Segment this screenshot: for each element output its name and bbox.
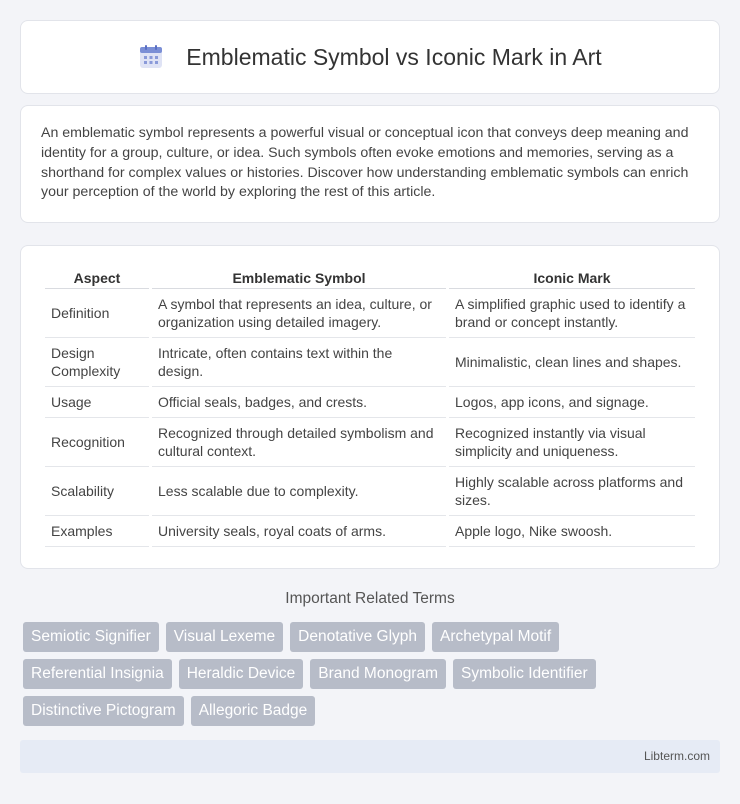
table-row xyxy=(45,338,695,387)
table-cell: Intricate, often contains text within the design. xyxy=(152,338,446,387)
column-header-aspect: Aspect xyxy=(45,266,149,289)
table-cell: University seals, royal coats of arms. xyxy=(152,516,446,547)
table-cell: Usage xyxy=(45,387,149,418)
tag-link[interactable]: Symbolic Identifier xyxy=(453,659,596,689)
page-title: Emblematic Symbol vs Iconic Mark in Art xyxy=(186,43,602,70)
table-cell: A symbol that represents an idea, culture, or organization using detailed imagery. xyxy=(152,289,446,338)
table-cell: Scalability xyxy=(45,467,149,516)
table-cell: Examples xyxy=(45,516,149,547)
related-terms-tags xyxy=(23,622,723,733)
tag-link[interactable]: Semiotic Signifier xyxy=(23,622,159,652)
table-cell: Recognized instantly via visual simplicity and uniqueness. xyxy=(449,418,695,467)
related-terms-title: Important Related Terms xyxy=(285,590,455,607)
tag-link[interactable]: Archetypal Motif xyxy=(432,622,559,652)
table-cell: A simplified graphic used to identify a brand or concept instantly. xyxy=(449,289,695,338)
table-cell: Minimalistic, clean lines and shapes. xyxy=(449,338,695,387)
column-header-emblematic: Emblematic Symbol xyxy=(152,266,446,289)
tag-link[interactable]: Heraldic Device xyxy=(179,659,304,689)
comparison-table xyxy=(42,266,698,547)
tag-link[interactable]: Brand Monogram xyxy=(310,659,446,689)
table-cell: Apple logo, Nike swoosh. xyxy=(449,516,695,547)
tag-link[interactable]: Distinctive Pictogram xyxy=(23,696,184,726)
table-row xyxy=(45,467,695,516)
table-row xyxy=(45,418,695,467)
table-cell: Recognition xyxy=(45,418,149,467)
intro-card xyxy=(20,105,720,223)
header-card xyxy=(20,20,720,94)
intro-text: An emblematic symbol represents a powerful visual or conceptual icon that conveys deep meaning and identity for a group, culture, or idea. Such symbols often evoke emotions and memories, serving as a shorthand for complex values or histories. Discover how understanding emblematic symbols can enrich your perception of the world by exploring the rest of this article. xyxy=(41,125,689,201)
calendar-icon xyxy=(138,44,164,70)
table-cell: Recognized through detailed symbolism and cultural context. xyxy=(152,418,446,467)
table-cell: Definition xyxy=(45,289,149,338)
table-cell: Official seals, badges, and crests. xyxy=(152,387,446,418)
column-header-iconic: Iconic Mark xyxy=(449,266,695,289)
table-cell: Logos, app icons, and signage. xyxy=(449,387,695,418)
table-cell: Highly scalable across platforms and sizes. xyxy=(449,467,695,516)
table-cell: Design Complexity xyxy=(45,338,149,387)
table-row xyxy=(45,387,695,418)
tag-link[interactable]: Denotative Glyph xyxy=(290,622,425,652)
comparison-table-card xyxy=(20,245,720,569)
footer-site-link[interactable]: Libterm.com xyxy=(643,749,710,763)
tag-link[interactable]: Referential Insignia xyxy=(23,659,172,689)
tag-link[interactable]: Allegoric Badge xyxy=(191,696,316,726)
table-row xyxy=(45,516,695,547)
table-cell: Less scalable due to complexity. xyxy=(152,467,446,516)
footer xyxy=(20,740,720,773)
tag-link[interactable]: Visual Lexeme xyxy=(166,622,283,652)
table-row xyxy=(45,289,695,338)
